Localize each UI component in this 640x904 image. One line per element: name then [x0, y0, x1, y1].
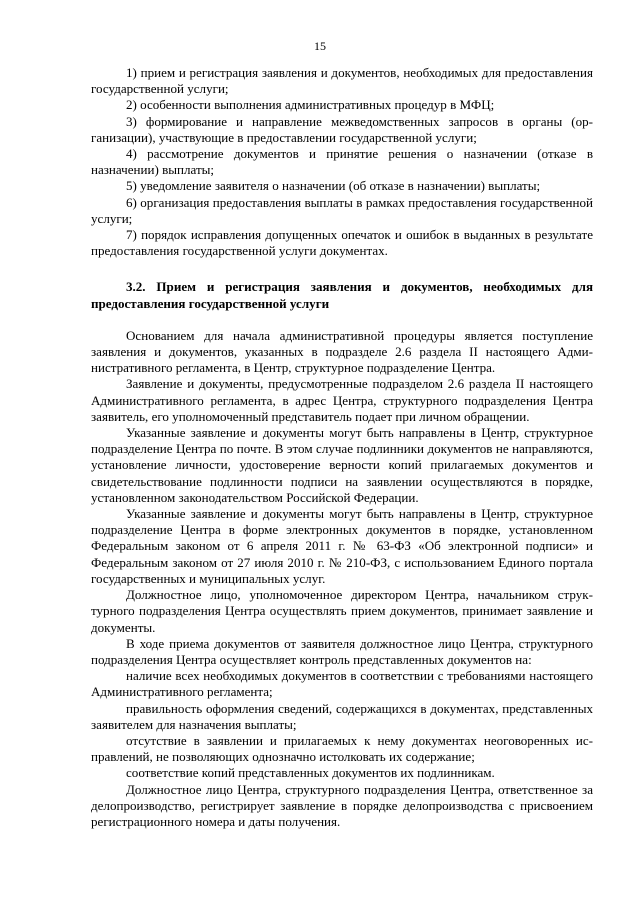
procedure-list	[91, 65, 593, 259]
paragraph: Указанные заявление и документы могут быть направлены в Центр, структурное подразделение Центра по почте. В этом случае подлинники документов не направляются, установление личности, удостоверение верности копий прилагаемых документов и свидетельствование подлинности подписи на заявлении осуществляются в порядке, установленном законодательством Российской Федерации.	[91, 425, 593, 505]
list-item: 2) особенности выполнения административных процедур в МФЦ;	[126, 97, 495, 113]
paragraph: наличие всех необходимых документов в соответствии с требованиями настоящего Административного регламента;	[91, 668, 593, 700]
list-item: 6) организация предоставления выплаты в рамках предоставления государственной услуги;	[91, 194, 593, 226]
list-item: 3) формирование и направление межведомственных запросов в органы (организации), участвующие в предоставлении государственной услуги;	[91, 113, 593, 145]
section-heading: 3.2. Прием и регистрация заявления и документов, необходимых для предоставления государственной услуги	[91, 279, 593, 311]
section-body	[91, 328, 593, 830]
paragraph: Должностное лицо, уполномоченное директором Центра, начальником структурного подразделения Центра осуществлять прием документов, принимает заявление и документы.	[91, 587, 593, 635]
page-content	[91, 65, 593, 830]
paragraph: отсутствие в заявлении и прилагаемых к нему документах неоговоренных исправлений, не позволяющих однозначно истолковать их содержание;	[91, 732, 593, 765]
paragraph: Основанием для начала административной процедуры является поступление заявления и документов, указанных в подразделе 2.6 раздела II настоящего Административного регламента, в Центр, структурное подразделение Центра.	[91, 327, 593, 376]
paragraph: Указанные заявление и документы могут быть направлены в Центр, структурное подразделение Центра в форме электронных документов в порядке, установленном Федеральным законом от 6 апреля 2011 г. № 63-ФЗ «Об электронной подписи» и Федеральным законом от 27 июля 2010 г. № 210-ФЗ, с использованием Единого портала государственных и муниципальных услуг.	[91, 506, 593, 586]
list-item: 7) порядок исправления допущенных опечаток и ошибок в выданных в результате предоставления государственной услуги документах.	[91, 227, 593, 259]
list-item: 5) уведомление заявителя о назначении (об отказе в назначении) выплаты;	[126, 178, 541, 194]
paragraph: правильность оформления сведений, содержащихся в документах, представленных заявителем для назначения выплаты;	[91, 700, 593, 732]
paragraph: В ходе приема документов от заявителя должностное лицо Центра, структурного подразделения Центра осуществляет контроль представленных документов на:	[91, 635, 593, 667]
paragraph: соответствие копий представленных документов их подлинникам.	[126, 765, 495, 781]
paragraph: Должностное лицо Центра, структурного подразделения Центра, ответственное за делопроизводство, регистрирует заявление в порядке делопроизводства с присвоением регистрационного номера и даты получения.	[91, 781, 593, 829]
list-item: 4) рассмотрение документов и принятие решения о назначении (отказе в назначении) выплаты;	[91, 146, 593, 178]
page-number: 15	[314, 39, 326, 53]
list-item: 1) прием и регистрация заявления и документов, необходимых для предоставления государственной услуги;	[91, 65, 593, 97]
paragraph: Заявление и документы, предусмотренные подразделом 2.6 раздела II настоящего Административного регламента, в адрес Центра, структурного подразделения Центра заявитель, его уполномоченный представитель подает при личном обращении.	[91, 376, 593, 424]
